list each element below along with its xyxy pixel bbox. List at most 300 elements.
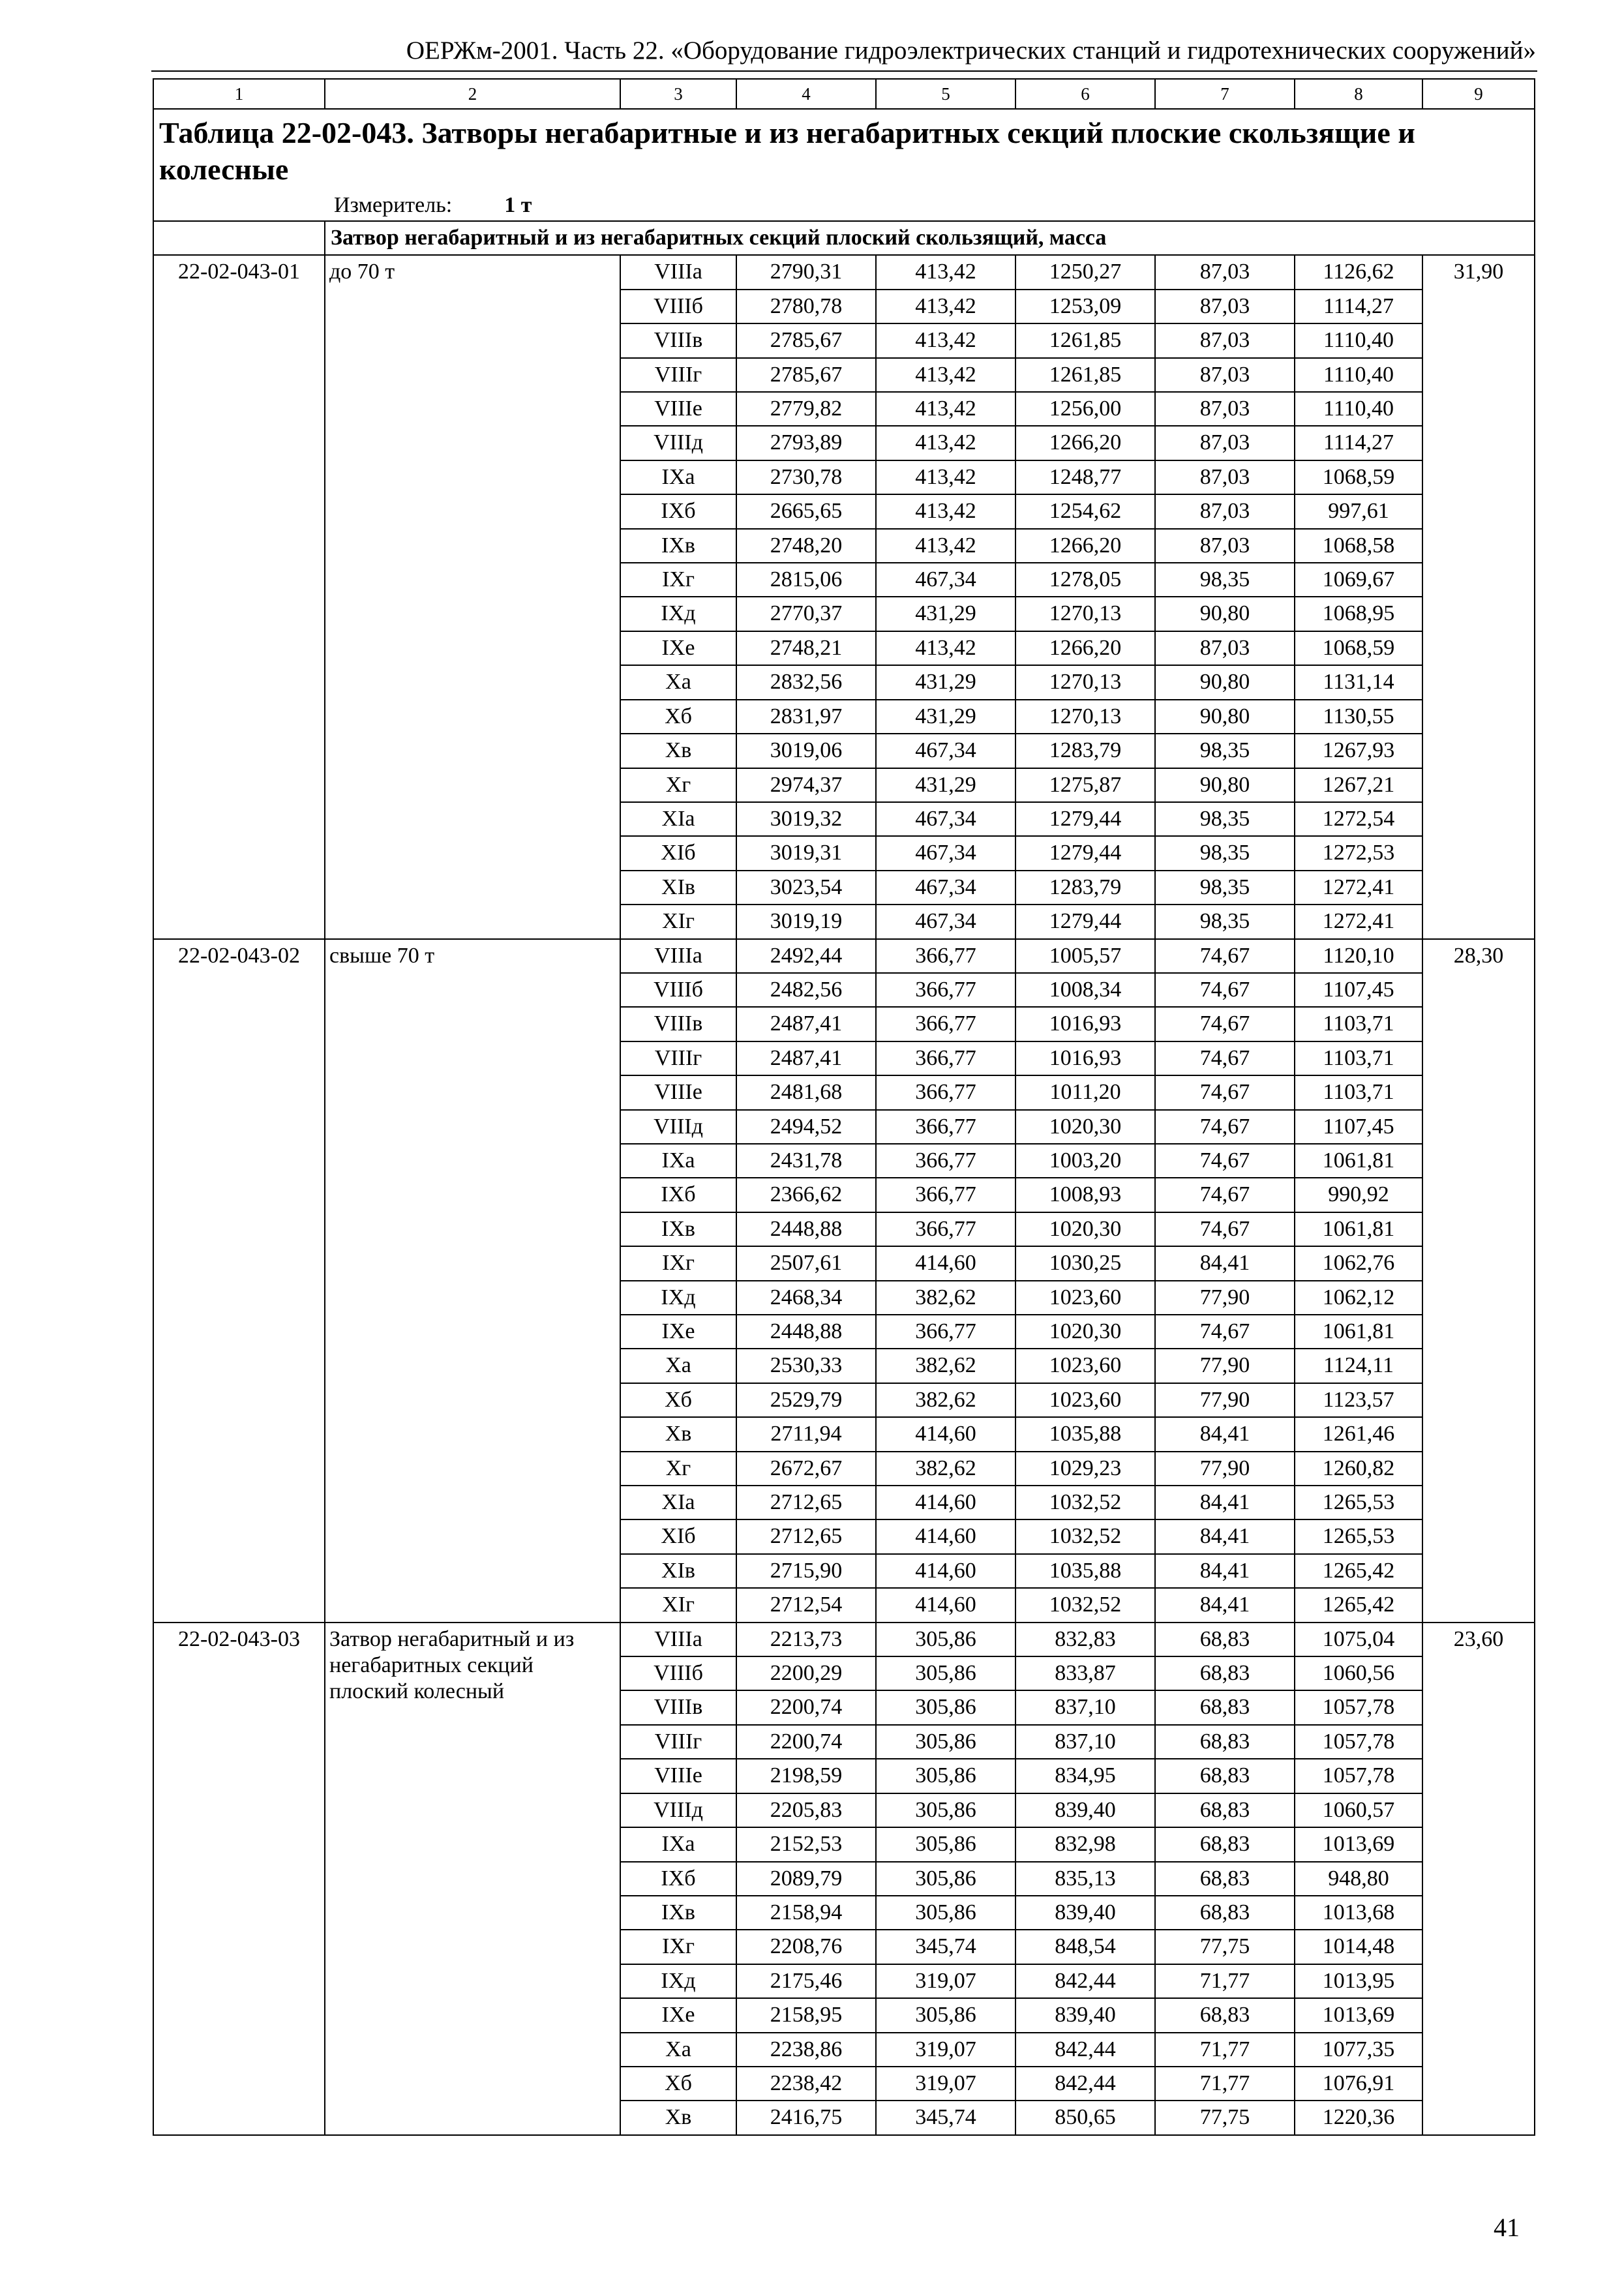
value-col7: 98,35: [1155, 871, 1295, 905]
value-col7: 98,35: [1155, 802, 1295, 836]
value-col4: 2431,78: [736, 1144, 876, 1178]
zone-cell: XIг: [620, 1588, 736, 1622]
zone-cell: Xа: [620, 1349, 736, 1383]
value-col7: 74,67: [1155, 1144, 1295, 1178]
value-col7: 68,83: [1155, 1690, 1295, 1724]
value-col8: 1267,93: [1295, 734, 1422, 768]
header-rule: [151, 70, 1537, 72]
value-col6: 1008,93: [1015, 1178, 1155, 1212]
zone-cell: VIIIе: [620, 1075, 736, 1109]
value-col8: 1077,35: [1295, 2033, 1422, 2067]
value-col8: 1057,78: [1295, 1725, 1422, 1759]
value-col6: 1278,05: [1015, 563, 1155, 597]
column-number-row: [153, 79, 1535, 109]
value-col7: 98,35: [1155, 563, 1295, 597]
value-col7: 74,67: [1155, 1212, 1295, 1246]
table-title: Таблица 22-02-043. Затворы негабаритные и из негабаритных секций плоские скользящие и колесные: [159, 116, 1415, 186]
value-col8: 1060,56: [1295, 1656, 1422, 1690]
value-col6: 1008,34: [1015, 973, 1155, 1007]
value-col4: 2529,79: [736, 1383, 876, 1417]
resource-name: Затвор негабаритный и из негабаритных секций плоский колесный: [325, 1623, 620, 2135]
value-col7: 87,03: [1155, 529, 1295, 563]
value-col8: 1103,71: [1295, 1075, 1422, 1109]
meter-unit: 1 т: [504, 193, 532, 217]
value-col8: 1110,40: [1295, 392, 1422, 426]
value-col8: 1114,27: [1295, 426, 1422, 460]
value-col5: 366,77: [876, 1144, 1015, 1178]
value-col5: 467,34: [876, 871, 1015, 905]
value-col5: 467,34: [876, 563, 1015, 597]
value-col5: 414,60: [876, 1246, 1015, 1280]
section-title: Затвор негабаритный и из негабаритных секций плоский скользящий, масса: [325, 221, 1535, 255]
value-col5: 366,77: [876, 939, 1015, 973]
value-col6: 1248,77: [1015, 460, 1155, 494]
value-col7: 71,77: [1155, 2033, 1295, 2067]
zone-cell: VIIIб: [620, 973, 736, 1007]
value-col5: 431,29: [876, 665, 1015, 699]
value-col5: 382,62: [876, 1349, 1015, 1383]
value-col7: 87,03: [1155, 290, 1295, 323]
value-col4: 2158,94: [736, 1896, 876, 1930]
value-col6: 1270,13: [1015, 597, 1155, 631]
value-col4: 2770,37: [736, 597, 876, 631]
resource-code: 22-02-043-02: [153, 939, 325, 1623]
value-col7: 74,67: [1155, 1315, 1295, 1349]
value-col6: 1029,23: [1015, 1452, 1155, 1486]
column-number: 4: [736, 79, 876, 109]
value-col4: 2779,82: [736, 392, 876, 426]
value-col5: 467,34: [876, 836, 1015, 870]
value-col5: 366,77: [876, 973, 1015, 1007]
value-col4: 2152,53: [736, 1827, 876, 1861]
value-col8: 1260,82: [1295, 1452, 1422, 1486]
zone-cell: XIв: [620, 871, 736, 905]
value-col6: 1270,13: [1015, 700, 1155, 734]
value-col4: 2748,21: [736, 631, 876, 665]
value-col4: 2974,37: [736, 768, 876, 802]
value-col5: 413,42: [876, 392, 1015, 426]
value-col8: 1061,81: [1295, 1315, 1422, 1349]
value-col4: 3019,19: [736, 905, 876, 938]
value-col4: 2487,41: [736, 1041, 876, 1075]
value-col5: 413,42: [876, 494, 1015, 528]
value-col6: 1035,88: [1015, 1417, 1155, 1451]
value-col6: 1032,52: [1015, 1519, 1155, 1553]
value-col4: 2205,83: [736, 1793, 876, 1827]
value-col4: 3019,06: [736, 734, 876, 768]
zone-cell: VIIIд: [620, 1110, 736, 1144]
zone-cell: IXб: [620, 494, 736, 528]
value-col6: 1254,62: [1015, 494, 1155, 528]
zone-cell: VIIIа: [620, 939, 736, 973]
resource-code: 22-02-043-01: [153, 255, 325, 938]
value-col8: 1123,57: [1295, 1383, 1422, 1417]
value-col4: 2238,42: [736, 2067, 876, 2101]
zone-cell: Xв: [620, 2101, 736, 2134]
value-col7: 74,67: [1155, 939, 1295, 973]
value-col5: 413,42: [876, 631, 1015, 665]
value-col5: 305,86: [876, 1690, 1015, 1724]
zone-cell: IXб: [620, 1862, 736, 1896]
value-col7: 90,80: [1155, 665, 1295, 699]
value-col8: 1061,81: [1295, 1144, 1422, 1178]
value-col8: 1265,53: [1295, 1519, 1422, 1553]
meter-line: [159, 190, 1529, 220]
zone-cell: XIг: [620, 905, 736, 938]
value-col6: 1003,20: [1015, 1144, 1155, 1178]
value-col4: 2200,74: [736, 1690, 876, 1724]
resource-code: 22-02-043-03: [153, 1623, 325, 2135]
value-col6: 1005,57: [1015, 939, 1155, 973]
title-cell: [153, 109, 1535, 221]
zone-cell: Xб: [620, 1383, 736, 1417]
zone-cell: VIIIг: [620, 358, 736, 392]
zone-cell: VIIIг: [620, 1041, 736, 1075]
zone-cell: IXе: [620, 1315, 736, 1349]
zone-cell: IXг: [620, 563, 736, 597]
zone-cell: VIIIа: [620, 255, 736, 289]
zone-cell: VIIIд: [620, 1793, 736, 1827]
value-col5: 366,77: [876, 1110, 1015, 1144]
price-table: [153, 78, 1535, 2136]
zone-cell: Xб: [620, 700, 736, 734]
value-col8: 1062,76: [1295, 1246, 1422, 1280]
value-col8: 1103,71: [1295, 1007, 1422, 1041]
value-col8: 1267,21: [1295, 768, 1422, 802]
value-col6: 1266,20: [1015, 631, 1155, 665]
value-col5: 305,86: [876, 1827, 1015, 1861]
value-col4: 2785,67: [736, 323, 876, 357]
value-col6: 833,87: [1015, 1656, 1155, 1690]
resource-name: до 70 т: [325, 255, 620, 938]
value-col4: 2665,65: [736, 494, 876, 528]
value-col4: 2712,65: [736, 1486, 876, 1519]
value-col7: 68,83: [1155, 1656, 1295, 1690]
value-col4: 2208,76: [736, 1930, 876, 1964]
zone-cell: IXд: [620, 1281, 736, 1315]
value-col4: 2712,65: [736, 1519, 876, 1553]
value-col5: 366,77: [876, 1007, 1015, 1041]
value-col6: 1030,25: [1015, 1246, 1155, 1280]
value-col7: 84,41: [1155, 1519, 1295, 1553]
value-col6: 842,44: [1015, 2033, 1155, 2067]
value-col6: 1250,27: [1015, 255, 1155, 289]
value-col6: 842,44: [1015, 1964, 1155, 1998]
value-col8: 1272,54: [1295, 802, 1422, 836]
value-col7: 90,80: [1155, 768, 1295, 802]
value-col5: 467,34: [876, 734, 1015, 768]
value-col7: 87,03: [1155, 358, 1295, 392]
value-col7: 74,67: [1155, 1075, 1295, 1109]
value-col6: 839,40: [1015, 1998, 1155, 2032]
value-col5: 431,29: [876, 700, 1015, 734]
value-col4: 2089,79: [736, 1862, 876, 1896]
value-col5: 366,77: [876, 1212, 1015, 1246]
value-col6: 1266,20: [1015, 529, 1155, 563]
value-col4: 3019,32: [736, 802, 876, 836]
value-col8: 1107,45: [1295, 973, 1422, 1007]
value-col5: 413,42: [876, 358, 1015, 392]
value-col8: 1013,95: [1295, 1964, 1422, 1998]
value-col5: 382,62: [876, 1452, 1015, 1486]
value-col6: 1023,60: [1015, 1281, 1155, 1315]
value-col6: 834,95: [1015, 1759, 1155, 1793]
value-col5: 414,60: [876, 1486, 1015, 1519]
value-col5: 305,86: [876, 1896, 1015, 1930]
column-number: 1: [153, 79, 325, 109]
value-col8: 1110,40: [1295, 323, 1422, 357]
value-col5: 413,42: [876, 323, 1015, 357]
value-col4: 2748,20: [736, 529, 876, 563]
zone-cell: IXв: [620, 529, 736, 563]
value-col6: 1275,87: [1015, 768, 1155, 802]
value-col8: 997,61: [1295, 494, 1422, 528]
value-col7: 68,83: [1155, 1793, 1295, 1827]
value-col7: 77,90: [1155, 1452, 1295, 1486]
value-col6: 839,40: [1015, 1896, 1155, 1930]
zone-cell: IXд: [620, 1964, 736, 1998]
value-col6: 842,44: [1015, 2067, 1155, 2101]
value-col7: 77,75: [1155, 1930, 1295, 1964]
value-col5: 319,07: [876, 1964, 1015, 1998]
value-col6: 837,10: [1015, 1725, 1155, 1759]
value-col4: 2815,06: [736, 563, 876, 597]
zone-cell: XIа: [620, 1486, 736, 1519]
value-col8: 1060,57: [1295, 1793, 1422, 1827]
zone-cell: VIIIб: [620, 290, 736, 323]
value-col8: 1220,36: [1295, 2101, 1422, 2134]
table-row: [153, 1623, 1535, 1656]
value-col7: 84,41: [1155, 1554, 1295, 1588]
value-col8: 1068,59: [1295, 460, 1422, 494]
value-col7: 68,83: [1155, 1725, 1295, 1759]
value-col7: 87,03: [1155, 494, 1295, 528]
value-col5: 345,74: [876, 2101, 1015, 2134]
zone-cell: IXг: [620, 1246, 736, 1280]
value-col5: 413,42: [876, 460, 1015, 494]
value-col6: 1016,93: [1015, 1007, 1155, 1041]
value-col7: 74,67: [1155, 1041, 1295, 1075]
value-col5: 319,07: [876, 2033, 1015, 2067]
zone-cell: Xг: [620, 1452, 736, 1486]
zone-cell: IXд: [620, 597, 736, 631]
column-number: 2: [325, 79, 620, 109]
value-col6: 1283,79: [1015, 871, 1155, 905]
value-col6: 1032,52: [1015, 1486, 1155, 1519]
value-col7: 74,67: [1155, 1007, 1295, 1041]
zone-cell: VIIIб: [620, 1656, 736, 1690]
zone-cell: IXе: [620, 1998, 736, 2032]
value-col8: 1261,46: [1295, 1417, 1422, 1451]
value-col8: 1265,53: [1295, 1486, 1422, 1519]
value-col5: 467,34: [876, 802, 1015, 836]
value-col7: 77,90: [1155, 1281, 1295, 1315]
value-col7: 98,35: [1155, 905, 1295, 938]
value-col6: 832,98: [1015, 1827, 1155, 1861]
value-col5: 305,86: [876, 1998, 1015, 2032]
value-col7: 87,03: [1155, 323, 1295, 357]
value-col7: 87,03: [1155, 392, 1295, 426]
value-col4: 2416,75: [736, 2101, 876, 2134]
value-col7: 68,83: [1155, 1862, 1295, 1896]
zone-cell: XIб: [620, 836, 736, 870]
value-col6: 1266,20: [1015, 426, 1155, 460]
value-col5: 305,86: [876, 1725, 1015, 1759]
value-col9: 23,60: [1422, 1623, 1535, 2135]
value-col8: 1120,10: [1295, 939, 1422, 973]
zone-cell: IXв: [620, 1896, 736, 1930]
value-col5: 413,42: [876, 255, 1015, 289]
value-col6: 1035,88: [1015, 1554, 1155, 1588]
zone-cell: XIв: [620, 1554, 736, 1588]
value-col8: 1124,11: [1295, 1349, 1422, 1383]
value-col8: 1114,27: [1295, 290, 1422, 323]
value-col6: 1023,60: [1015, 1349, 1155, 1383]
resource-name: свыше 70 т: [325, 939, 620, 1623]
value-col7: 68,83: [1155, 1896, 1295, 1930]
value-col8: 1107,45: [1295, 1110, 1422, 1144]
value-col4: 2793,89: [736, 426, 876, 460]
zone-cell: IXа: [620, 1827, 736, 1861]
zone-cell: Xв: [620, 1417, 736, 1451]
value-col5: 366,77: [876, 1315, 1015, 1349]
value-col6: 1279,44: [1015, 836, 1155, 870]
value-col5: 305,86: [876, 1759, 1015, 1793]
value-col8: 990,92: [1295, 1178, 1422, 1212]
column-number: 3: [620, 79, 736, 109]
section-row: [153, 221, 1535, 255]
value-col4: 2507,61: [736, 1246, 876, 1280]
value-col7: 68,83: [1155, 1623, 1295, 1656]
value-col8: 1265,42: [1295, 1588, 1422, 1622]
value-col5: 467,34: [876, 905, 1015, 938]
value-col5: 366,77: [876, 1041, 1015, 1075]
value-col6: 1253,09: [1015, 290, 1155, 323]
value-col8: 1014,48: [1295, 1930, 1422, 1964]
value-col4: 2366,62: [736, 1178, 876, 1212]
value-col4: 2730,78: [736, 460, 876, 494]
value-col5: 382,62: [876, 1383, 1015, 1417]
value-col4: 2672,67: [736, 1452, 876, 1486]
section-spacer: [153, 221, 325, 255]
value-col4: 2198,59: [736, 1759, 876, 1793]
value-col4: 2200,29: [736, 1656, 876, 1690]
value-col6: 1261,85: [1015, 358, 1155, 392]
value-col6: 1261,85: [1015, 323, 1155, 357]
value-col6: 839,40: [1015, 1793, 1155, 1827]
value-col6: 1020,30: [1015, 1110, 1155, 1144]
value-col4: 2530,33: [736, 1349, 876, 1383]
value-col5: 414,60: [876, 1417, 1015, 1451]
value-col7: 87,03: [1155, 426, 1295, 460]
value-col8: 1076,91: [1295, 2067, 1422, 2101]
value-col6: 1279,44: [1015, 802, 1155, 836]
column-number: 9: [1422, 79, 1535, 109]
page-number: 41: [1494, 2213, 1520, 2242]
value-col8: 1013,69: [1295, 1998, 1422, 2032]
table-row: [153, 939, 1535, 973]
value-col4: 2831,97: [736, 700, 876, 734]
value-col4: 2785,67: [736, 358, 876, 392]
value-col8: 1057,78: [1295, 1690, 1422, 1724]
zone-cell: VIIIв: [620, 1007, 736, 1041]
value-col7: 71,77: [1155, 2067, 1295, 2101]
value-col5: 305,86: [876, 1862, 1015, 1896]
value-col7: 68,83: [1155, 1827, 1295, 1861]
value-col7: 98,35: [1155, 734, 1295, 768]
value-col7: 87,03: [1155, 255, 1295, 289]
value-col8: 1110,40: [1295, 358, 1422, 392]
column-number: 6: [1015, 79, 1155, 109]
value-col7: 68,83: [1155, 1759, 1295, 1793]
value-col4: 2482,56: [736, 973, 876, 1007]
value-col4: 2448,88: [736, 1212, 876, 1246]
value-col7: 98,35: [1155, 836, 1295, 870]
zone-cell: IXа: [620, 460, 736, 494]
page-header: ОЕРЖм-2001. Часть 22. «Оборудование гидроэлектрических станций и гидротехнических сооружений»: [406, 37, 1536, 65]
value-col5: 366,77: [876, 1178, 1015, 1212]
value-col6: 1016,93: [1015, 1041, 1155, 1075]
value-col9: 28,30: [1422, 939, 1535, 1623]
value-col8: 1075,04: [1295, 1623, 1422, 1656]
value-col8: 1131,14: [1295, 665, 1422, 699]
zone-cell: VIIIе: [620, 1759, 736, 1793]
value-col4: 3019,31: [736, 836, 876, 870]
title-row: [153, 109, 1535, 221]
value-col7: 77,75: [1155, 2101, 1295, 2134]
value-col6: 1020,30: [1015, 1212, 1155, 1246]
value-col5: 414,60: [876, 1554, 1015, 1588]
value-col6: 848,54: [1015, 1930, 1155, 1964]
value-col7: 71,77: [1155, 1964, 1295, 1998]
value-col8: 1130,55: [1295, 700, 1422, 734]
value-col8: 1062,12: [1295, 1281, 1422, 1315]
value-col8: 1068,58: [1295, 529, 1422, 563]
value-col5: 366,77: [876, 1075, 1015, 1109]
value-col4: 2481,68: [736, 1075, 876, 1109]
value-col8: 1272,41: [1295, 905, 1422, 938]
value-col8: 1126,62: [1295, 255, 1422, 289]
value-col8: 1013,69: [1295, 1827, 1422, 1861]
value-col8: 1068,95: [1295, 597, 1422, 631]
value-col6: 1023,60: [1015, 1383, 1155, 1417]
value-col5: 413,42: [876, 529, 1015, 563]
value-col7: 68,83: [1155, 1998, 1295, 2032]
value-col5: 414,60: [876, 1519, 1015, 1553]
value-col7: 90,80: [1155, 597, 1295, 631]
value-col5: 305,86: [876, 1793, 1015, 1827]
column-number: 5: [876, 79, 1015, 109]
value-col6: 850,65: [1015, 2101, 1155, 2134]
zone-cell: Xг: [620, 768, 736, 802]
zone-cell: IXг: [620, 1930, 736, 1964]
zone-cell: IXв: [620, 1212, 736, 1246]
value-col5: 414,60: [876, 1588, 1015, 1622]
value-col4: 2213,73: [736, 1623, 876, 1656]
value-col7: 84,41: [1155, 1588, 1295, 1622]
value-col7: 84,41: [1155, 1417, 1295, 1451]
value-col4: 2712,54: [736, 1588, 876, 1622]
value-col8: 1061,81: [1295, 1212, 1422, 1246]
value-col8: 1069,67: [1295, 563, 1422, 597]
value-col5: 382,62: [876, 1281, 1015, 1315]
zone-cell: XIб: [620, 1519, 736, 1553]
zone-cell: VIIIд: [620, 426, 736, 460]
value-col6: 835,13: [1015, 1862, 1155, 1896]
value-col7: 74,67: [1155, 1110, 1295, 1144]
zone-cell: Xа: [620, 665, 736, 699]
meter-label: Измеритель:: [334, 193, 453, 217]
